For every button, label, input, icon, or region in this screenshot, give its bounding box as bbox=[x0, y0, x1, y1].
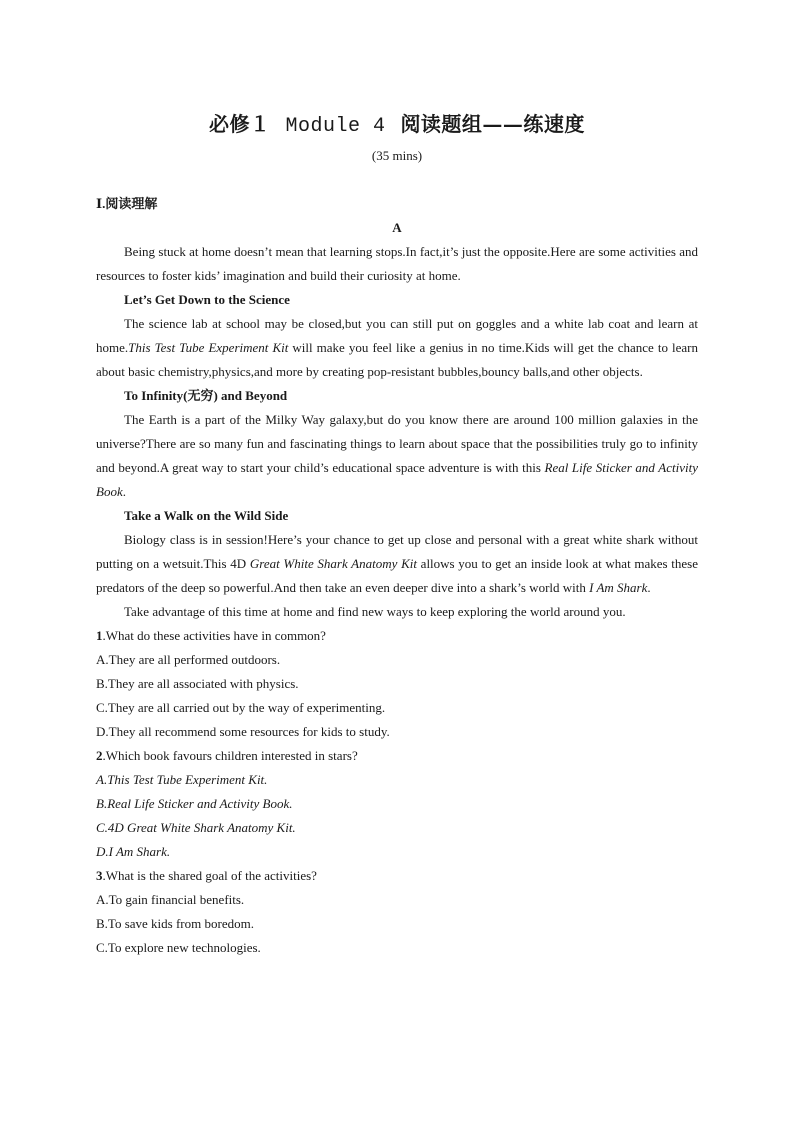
paragraph-text: allows you to get an inside look at what makes these predators of the deep so powerful.And then take an even deeper dive into a shark’s world with bbox=[96, 556, 698, 595]
paragraph-text: The science lab at school may be closed,but you can still put on goggles and a white lab coat and learn at home. bbox=[96, 316, 698, 355]
option: C.To explore new technologies. bbox=[96, 940, 261, 955]
subheading-infinity: To Infinity(无穷) and Beyond bbox=[124, 388, 288, 403]
option bbox=[96, 792, 698, 816]
question-1 bbox=[96, 624, 698, 648]
page-title bbox=[0, 108, 794, 138]
title-suffix: 阅读题组——练速度 bbox=[400, 112, 585, 136]
option-text: C.4D Great White Shark Anatomy Kit. bbox=[96, 820, 296, 835]
book-title: This Test Tube Experiment Kit bbox=[128, 340, 289, 355]
book-title: Great White Shark Anatomy Kit bbox=[249, 556, 417, 571]
question-3 bbox=[96, 864, 698, 888]
question-stem: .What do these activities have in common? bbox=[102, 628, 326, 643]
question-number: 2 bbox=[96, 748, 103, 763]
question-number: 1 bbox=[96, 628, 103, 643]
option: A.They are all performed outdoors. bbox=[96, 652, 281, 667]
passage-label: A bbox=[392, 220, 402, 235]
paragraph-wild-side bbox=[96, 528, 698, 600]
option: D.They all recommend some resources for kids to study. bbox=[96, 724, 390, 739]
option-text: A.This Test Tube Experiment Kit. bbox=[96, 772, 268, 787]
subheading-science: Let’s Get Down to the Science bbox=[124, 292, 290, 307]
title-module: Module 4 bbox=[285, 115, 386, 138]
option: B.They are all associated with physics. bbox=[96, 676, 299, 691]
option: C.They are all carried out by the way of experimenting. bbox=[96, 700, 386, 715]
question-2 bbox=[96, 744, 698, 768]
paragraph-text: Biology class is in session!Here’s your chance to get up close and personal with a great white shark without putting on a wetsuit.This 4D bbox=[96, 532, 698, 571]
section-heading: Ⅰ.阅读理解 bbox=[96, 196, 158, 211]
option bbox=[96, 768, 698, 792]
paragraph-infinity bbox=[96, 408, 698, 504]
paragraph-science bbox=[96, 312, 698, 384]
paragraph-text: . bbox=[647, 580, 651, 595]
option-text: B.Real Life Sticker and Activity Book. bbox=[96, 796, 293, 811]
option: B.To save kids from boredom. bbox=[96, 916, 254, 931]
paragraph-text: The Earth is a part of the Milky Way galaxy,but do you know there are around 100 million galaxies in the universe?There are so many fun and fascinating things to learn about space that the possibilities truly go to infinity and beyond.A great way to start your child’s educational space adventure is with this bbox=[96, 412, 698, 475]
document-body bbox=[96, 192, 698, 960]
paragraph-text: will make you feel like a genius in no time.Kids will get the chance to learn about basic chemistry,physics,and more by creating pop-resistant bubbles,bouncy balls,and other objects. bbox=[96, 340, 698, 379]
option: A.To gain financial benefits. bbox=[96, 892, 245, 907]
option bbox=[96, 840, 698, 864]
paragraph-text: . bbox=[122, 484, 126, 499]
book-title: I Am Shark bbox=[589, 580, 648, 595]
closing-paragraph: Take advantage of this time at home and find new ways to keep exploring the world around you. bbox=[124, 604, 626, 619]
subheading-wild-side: Take a Walk on the Wild Side bbox=[124, 508, 289, 523]
intro-paragraph: Being stuck at home doesn’t mean that learning stops.In fact,it’s just the opposite.Here are some activities and resources to foster kids’ imagination and build their curiosity at home. bbox=[96, 244, 698, 283]
title-prefix: 必修１ bbox=[209, 112, 271, 136]
option-text: D.I Am Shark. bbox=[96, 844, 171, 859]
question-stem: .What is the shared goal of the activities? bbox=[102, 868, 317, 883]
question-stem: .Which book favours children interested in stars? bbox=[102, 748, 358, 763]
option bbox=[96, 816, 698, 840]
book-title: Real Life Sticker and Activity Book bbox=[96, 460, 698, 499]
question-number: 3 bbox=[96, 868, 103, 883]
time-limit: (35 mins) bbox=[371, 148, 423, 163]
